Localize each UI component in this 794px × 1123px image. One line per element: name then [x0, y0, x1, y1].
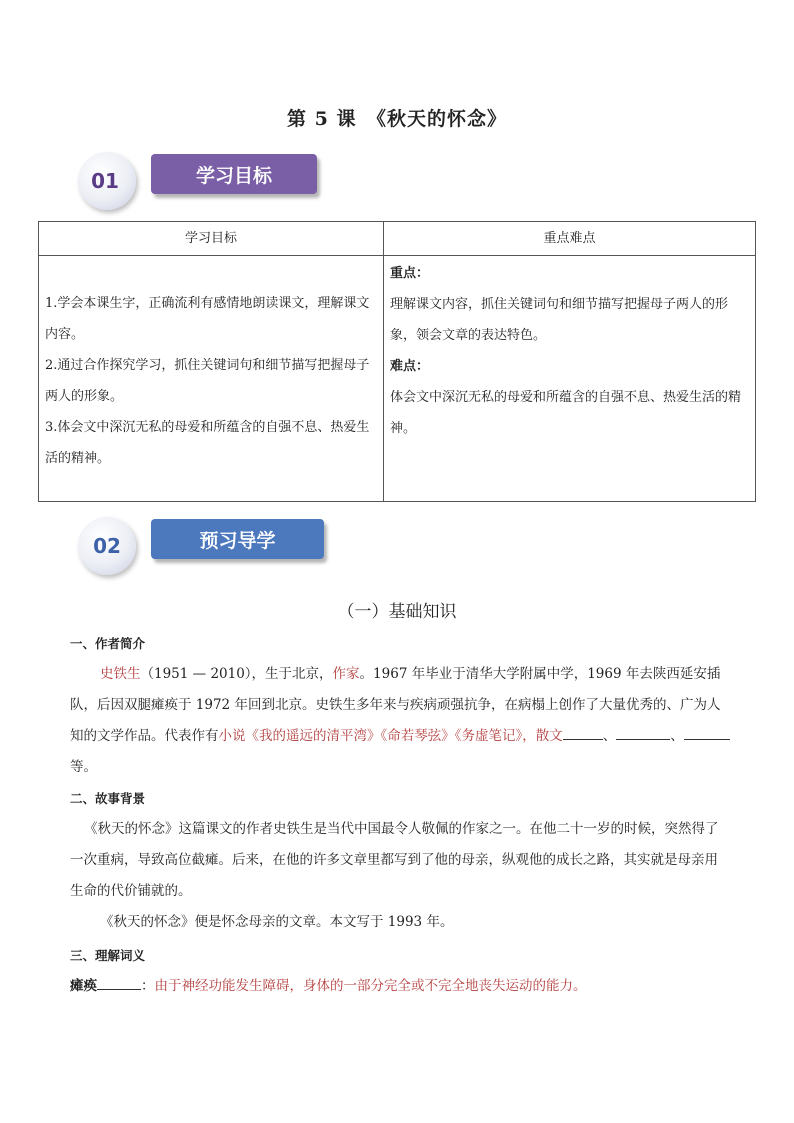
blank-line[interactable]	[616, 725, 670, 740]
difficulty-label: 难点：	[390, 359, 430, 374]
vocab-item: 瘫痪 ：由于神经功能发生障碍，身体的一部分完全或不完全地丧失运动的能力。	[70, 971, 730, 1002]
key-label: 重点：	[390, 266, 430, 281]
table-header-goals: 学习目标	[39, 222, 384, 256]
vocab-definition: 由于神经功能发生障碍，身体的一部分完全或不完全地丧失运动的能力。	[154, 978, 587, 994]
blank-line[interactable]	[684, 725, 730, 740]
author-section	[70, 628, 730, 783]
table-header-key-points: 重点难点	[384, 222, 756, 256]
background-paragraph: 《秋天的怀念》便是怀念母亲的文章。本文写于 1993 年。	[100, 914, 454, 930]
section-heading: 三、理解词义	[70, 948, 146, 963]
page-title: 第 5 课 《秋天的怀念》	[287, 108, 507, 130]
section-heading: 一、作者简介	[70, 636, 146, 651]
goal-item: 1.学会本课生字，正确流利有感情地朗读课文，理解课文内容。	[45, 296, 370, 342]
goal-item: 2.通过合作探究学习，抓住关键词句和细节描写把握母子两人的形象。	[45, 358, 370, 404]
vocab-word: 瘫痪	[70, 978, 97, 994]
section-number-circle: 02	[78, 517, 136, 575]
difficulty-text: 体会文中深沉无私的母爱和所蕴含的自强不息、热爱生活的精神。	[390, 390, 742, 436]
key-text: 理解课文内容，抓住关键词句和细节描写把握母子两人的形象，领会文章的表达特色。	[390, 297, 729, 343]
subsection-title: （一）基础知识	[337, 602, 457, 622]
background-paragraph: 《秋天的怀念》这篇课文的作者史铁生是当代中国最令人敬佩的作家之一。在他二十一岁的时候，突然得了一次重病，导致高位截瘫。后来，在他的许多文章里都写到了他的母亲，纵观他的成长之路，其实就是母亲用生命的代价铺就的。	[70, 821, 719, 899]
goal-item: 3.体会文中深沉无私的母爱和所蕴含的自强不息、热爱生活的精神。	[45, 420, 370, 466]
vocab-section	[70, 940, 730, 1002]
section-number-circle: 01	[78, 152, 136, 210]
section-heading: 二、故事背景	[70, 791, 146, 806]
section-label-bar: 学习目标	[151, 154, 317, 194]
key-points-cell	[384, 256, 756, 502]
learning-goals-table	[38, 221, 756, 502]
blank-line[interactable]	[563, 725, 603, 740]
author-name: 史铁生	[100, 666, 141, 682]
section-label-bar: 预习导学	[151, 519, 324, 559]
background-section	[70, 783, 730, 938]
author-paragraph: 史铁生（1951 — 2010），生于北京，作家。1967 年毕业于清华大学附属中学，1969 年去陕西延安插队，后因双腿瘫痪于 1972 年回到北京。史铁生多年来与疾病顽强抗争，在病榻上创作了大量优秀的、广为人知的文学作品。代表作有小说《我的遥远的清平湾》《命若琴弦》《务虚笔记》，散文 、 、等。	[70, 659, 730, 783]
works-list: 小说《我的遥远的清平湾》《命若琴弦》《务虚笔记》，散文	[218, 728, 563, 744]
blank-line[interactable]	[97, 975, 141, 990]
goals-cell	[39, 256, 384, 502]
author-job: 作家	[332, 666, 360, 682]
